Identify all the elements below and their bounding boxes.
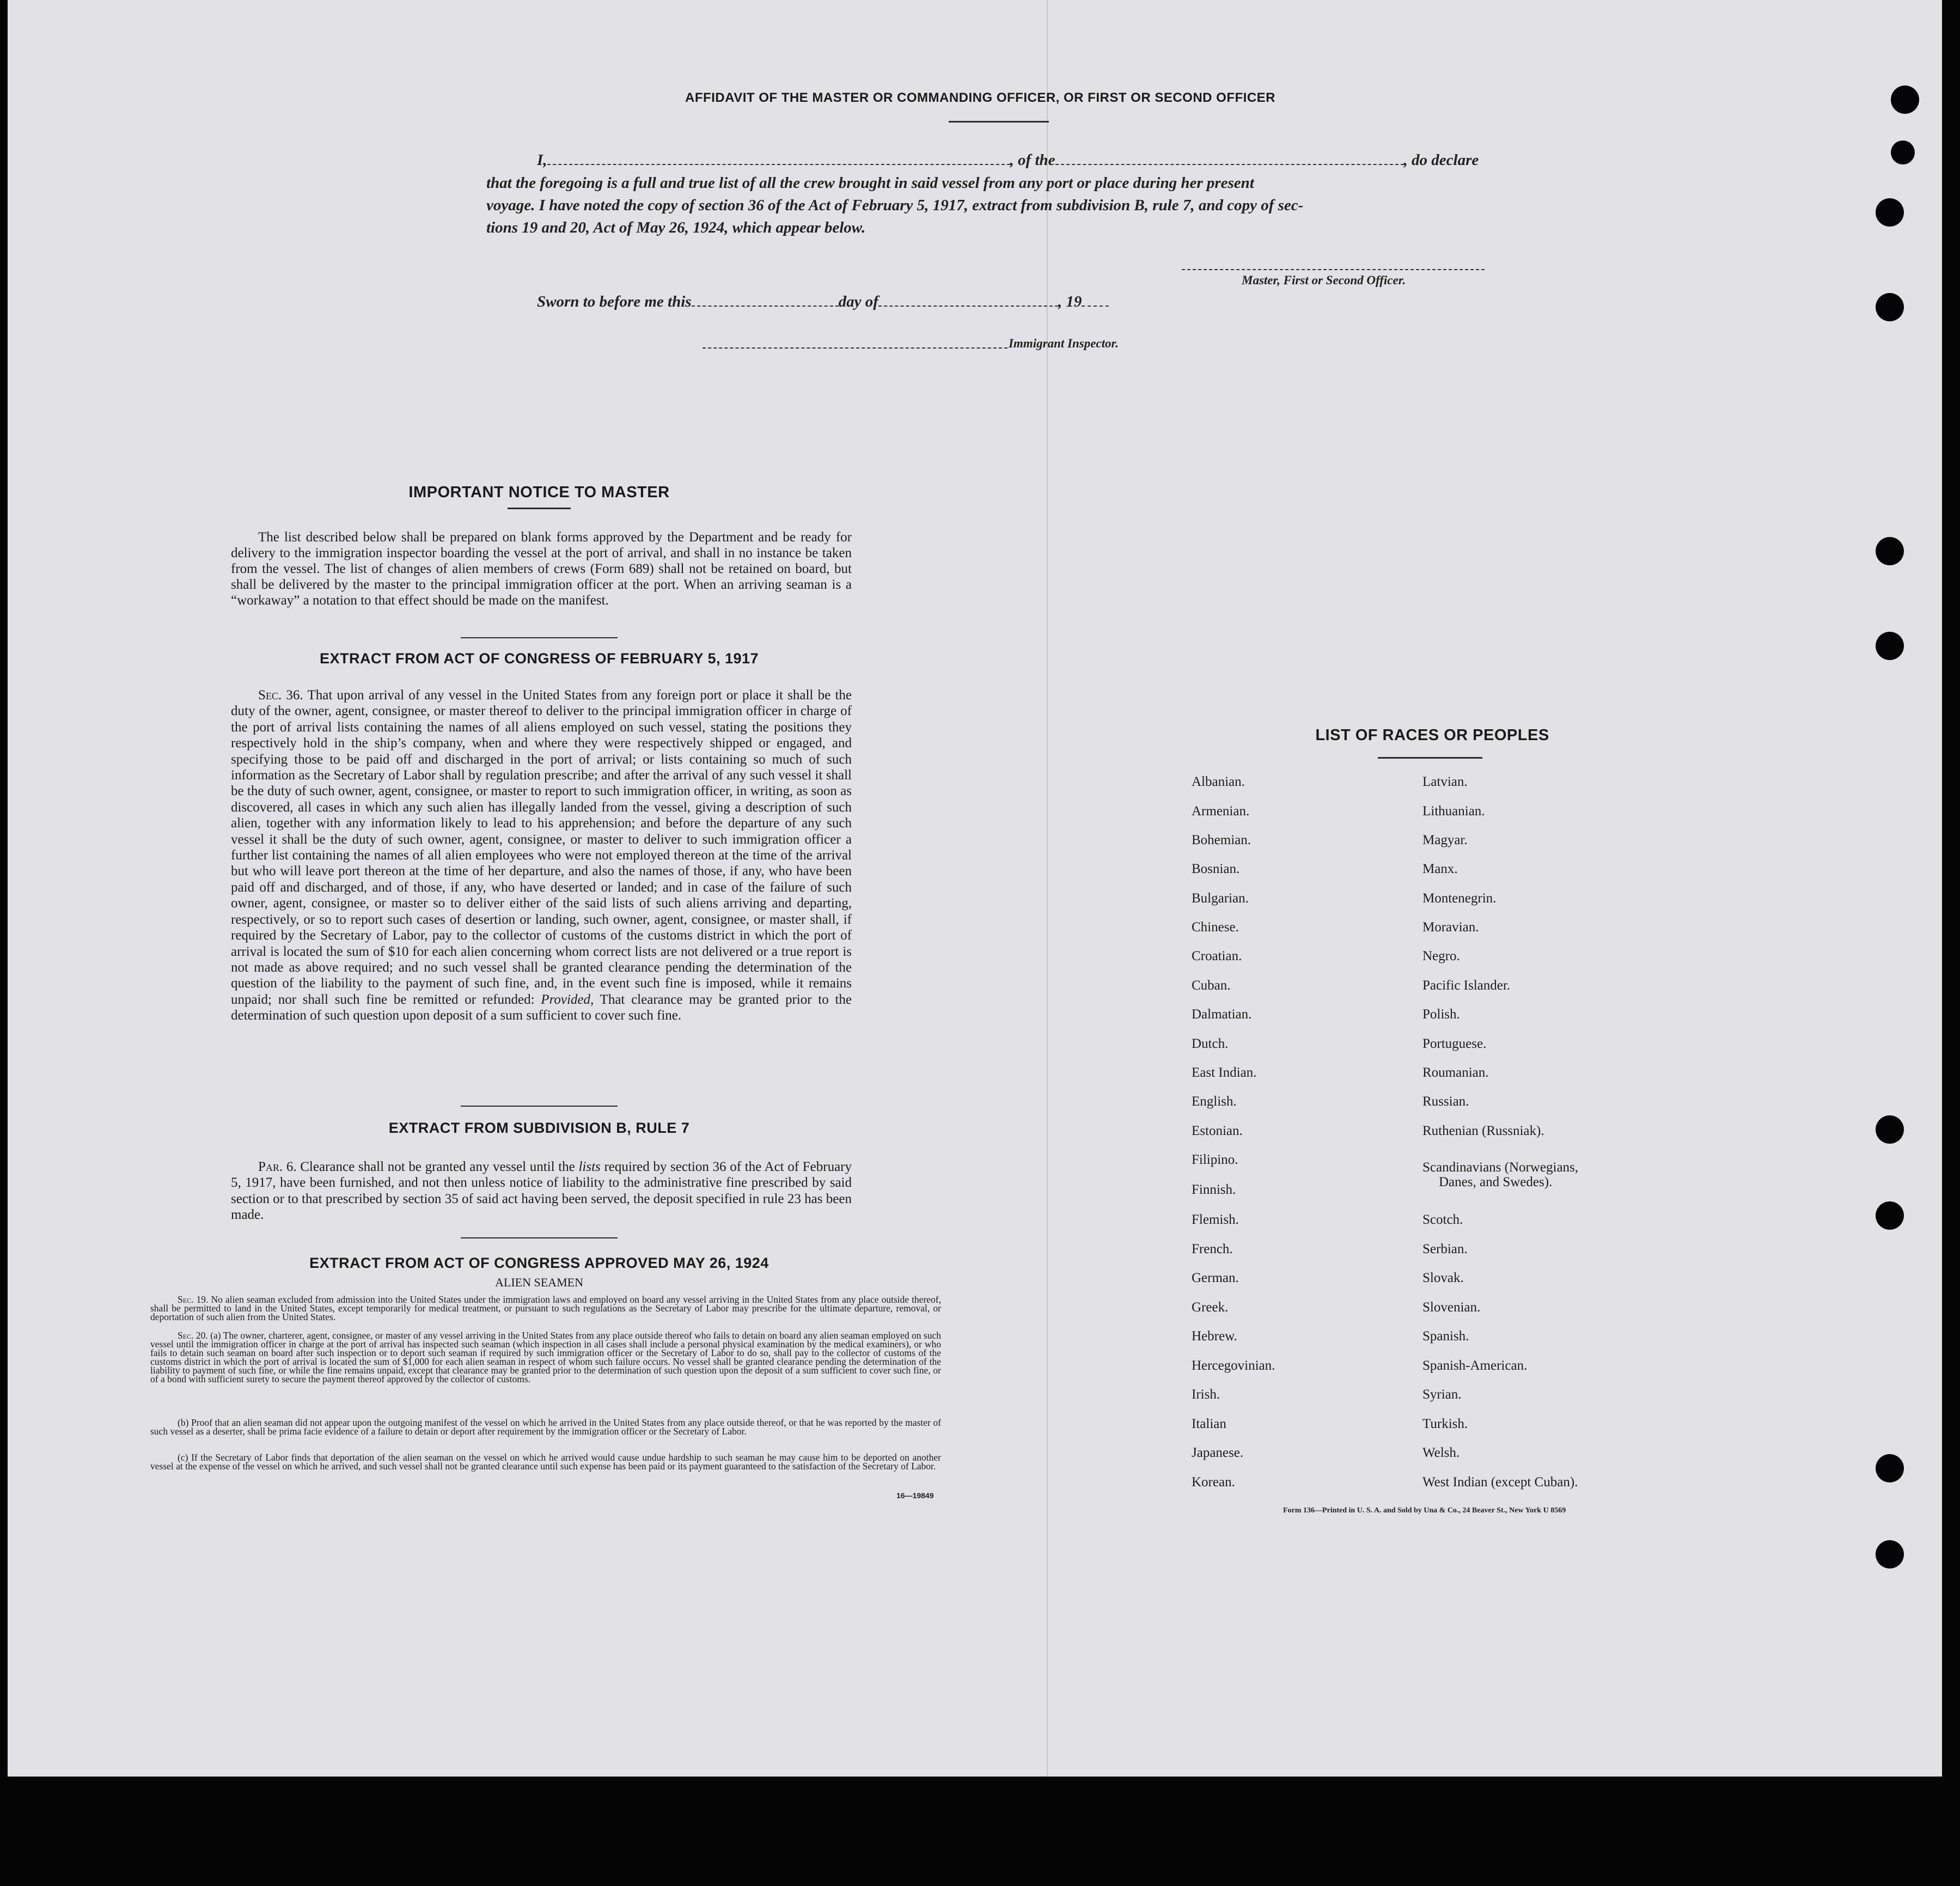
affidavit-title: AFFIDAVIT OF THE MASTER OR COMMANDING OFFICER, OR FIRST OR SECOND OFFICER xyxy=(685,90,1276,105)
notice-title-rule xyxy=(508,508,571,509)
race-item: English. xyxy=(1192,1094,1237,1109)
race-item: Latvian. xyxy=(1422,774,1468,789)
race-item: Pacific Islander. xyxy=(1422,978,1511,993)
affidavit-line1-suffix: , do declare xyxy=(1403,151,1479,169)
sec-20a-text xyxy=(150,1331,941,1383)
race-item: Chinese. xyxy=(1192,920,1239,935)
races-title-rule xyxy=(1378,757,1482,759)
race-item: Bosnian. xyxy=(1192,862,1240,876)
master-signature-field[interactable] xyxy=(1182,269,1485,270)
rule7-text-a: Clearance shall not be granted any vessel until the xyxy=(300,1159,575,1174)
race-item: Magyar. xyxy=(1422,833,1468,847)
sec-20a-body: (a) The owner, charterer, agent, consignee, or master of any vessel arriving in the United States from any place outside thereof who fails to detain on board any alien seaman employed on such vessel until the immigration officer in charge at the port of arrival has inspected such seaman (which inspection in all cases shall include a personal physical examination by the medical examiners), or who fails to detain such seaman on board after such inspection or to deport such seaman if required by such immigration officer or the Secretary of Labor to do so, shall pay to the collector of customs of the customs district in which the port of arrival is located the sum of $1,000 for each alien seaman in respect of whom such failure occurs. No vessel shall be granted clearance pending the determination of the liability to payment of such fine, or while the fine remains unpaid, except that clearance may be granted prior to the determination of such question upon the deposit of a sum sufficient to cover such fine, or of a bond with sufficient surety to secure the payment thereof approved by the collector of customs. xyxy=(150,1330,941,1384)
race-item: Greek. xyxy=(1192,1300,1229,1315)
race-item: Dutch. xyxy=(1192,1036,1229,1051)
affidavit-line-1 xyxy=(537,151,1517,169)
race-item: Hercegovinian. xyxy=(1192,1358,1275,1373)
extract-1917-title: EXTRACT FROM ACT OF CONGRESS OF FEBRUARY 5, 1917 xyxy=(319,650,759,667)
race-item: Negro. xyxy=(1422,949,1460,963)
race-item: German. xyxy=(1192,1271,1239,1285)
affidavit-line1-prefix: I, xyxy=(537,151,547,169)
race-item: Roumanian. xyxy=(1422,1065,1489,1080)
race-item: Moravian. xyxy=(1422,920,1479,935)
par-6-label: Par. 6. xyxy=(258,1159,297,1174)
race-item: Flemish. xyxy=(1192,1212,1239,1227)
race-item: Hebrew. xyxy=(1192,1329,1237,1344)
punch-hole xyxy=(1891,141,1915,164)
punch-hole xyxy=(1876,1454,1904,1482)
race-item: Irish. xyxy=(1192,1387,1220,1402)
punch-hole xyxy=(1876,198,1904,227)
sec-20c-text: (c) If the Secretary of Labor finds that deportation of the alien seaman on the vessel on which he arrived would cause undue hardship to such seaman he may cause him to be deported on another vessel at the expense of the vessel on which he arrived, and such vessel shall not be granted clearance until such expense has been paid or its payment guaranteed to the satisfaction of the Secretary of Labor. xyxy=(150,1452,941,1472)
print-code: 16—19849 xyxy=(896,1491,934,1500)
race-item: Polish. xyxy=(1422,1007,1460,1022)
master-name-field[interactable] xyxy=(547,153,1010,165)
sec-19-label: Sec. 19. xyxy=(178,1294,209,1305)
extract-1917-text xyxy=(231,687,852,1024)
race-item: Slovenian. xyxy=(1422,1300,1481,1315)
race-item: Scotch. xyxy=(1422,1212,1463,1227)
race-item: Manx. xyxy=(1422,862,1458,876)
sworn-mid: day of xyxy=(838,293,878,310)
master-signature-label: Master, First or Second Officer. xyxy=(1242,273,1406,287)
form-imprint: Form 136—Printed in U. S. A. and Sold by Una & Co., 24 Beaver St., New York U 8569 xyxy=(1283,1506,1566,1515)
sec-19-text xyxy=(150,1295,941,1321)
lists-word: lists xyxy=(578,1159,601,1174)
page-fold xyxy=(1047,0,1048,1777)
sworn-day-field[interactable] xyxy=(692,295,839,307)
race-item: Lithuanian. xyxy=(1422,804,1485,819)
rule7-title: EXTRACT FROM SUBDIVISION B, RULE 7 xyxy=(388,1120,690,1136)
race-item: Korean. xyxy=(1192,1475,1235,1490)
race-item: Bohemian. xyxy=(1192,833,1251,847)
punch-hole xyxy=(1876,293,1904,321)
punch-hole xyxy=(1891,86,1919,114)
punch-hole xyxy=(1876,1540,1904,1568)
race-item: Armenian. xyxy=(1192,804,1250,819)
affidavit-body-line-3: tions 19 and 20, Act of May 26, 1924, which appear below. xyxy=(486,219,866,236)
punch-hole xyxy=(1876,632,1904,660)
race-item: Scandinavians (Norwegians, xyxy=(1422,1160,1579,1175)
alien-seamen-subtitle: ALIEN SEAMEN xyxy=(495,1275,583,1289)
race-item: Montenegrin. xyxy=(1422,891,1497,906)
sworn-prefix: Sworn to before me this xyxy=(537,293,692,310)
punch-hole xyxy=(1876,1201,1904,1230)
sec-36-label: Sec. 36. xyxy=(258,688,303,703)
extract-1924-title: EXTRACT FROM ACT OF CONGRESS APPROVED MAY 26, 1924 xyxy=(309,1255,769,1271)
rule7-divider xyxy=(461,1237,618,1238)
race-item: Portuguese. xyxy=(1422,1036,1487,1051)
vessel-name-field[interactable] xyxy=(1055,153,1404,165)
race-item: Ruthenian (Russniak). xyxy=(1422,1124,1544,1138)
notice-text: The list described below shall be prepared on blank forms approved by the Department and be ready for delivery to the immigration inspector boarding the vessel at the port of arrival, and shall in no instance be taken from the vessel. The list of changes of alien members of crews (Form 689) shall not be retained on board, but shall be delivered by the master to the principal immigration officer at the port. When an arriving seaman is a “workaway” a notation to that effect should be made on the manifest. xyxy=(231,530,852,608)
race-item: Spanish. xyxy=(1422,1329,1469,1344)
race-item: West Indian (except Cuban). xyxy=(1422,1475,1578,1490)
race-item: Estonian. xyxy=(1192,1124,1243,1138)
race-item: Bulgarian. xyxy=(1192,891,1249,906)
race-item: Slovak. xyxy=(1422,1271,1464,1285)
race-item: Danes, and Swedes). xyxy=(1439,1175,1553,1189)
inspector-signature-field[interactable] xyxy=(703,347,1008,349)
rule7-text xyxy=(231,1159,852,1223)
race-item: French. xyxy=(1192,1242,1233,1256)
race-item: Finnish. xyxy=(1192,1182,1236,1197)
race-item: Cuban. xyxy=(1192,978,1231,993)
affidavit-body-line-1: that the foregoing is a full and true list of all the crew brought in said vessel from any port or place during her present xyxy=(486,174,1254,192)
race-item: Serbian. xyxy=(1422,1242,1468,1256)
race-item: Japanese. xyxy=(1192,1445,1244,1460)
affidavit-rule xyxy=(949,121,1049,123)
sworn-suffix: , 19 xyxy=(1058,293,1082,310)
sworn-line xyxy=(537,293,1109,311)
race-item: Syrian. xyxy=(1422,1387,1462,1402)
race-item: Filipino. xyxy=(1192,1152,1238,1167)
notice-divider xyxy=(461,637,618,638)
notice-title: IMPORTANT NOTICE TO MASTER xyxy=(408,484,670,501)
affidavit-body-line-2: voyage. I have noted the copy of section 36 of the Act of February 5, 1917, extract from subdivision B, rule 7, and copy of sec- xyxy=(486,197,1304,214)
race-item: Dalmatian. xyxy=(1192,1007,1252,1022)
affidavit-line1-mid: , of the xyxy=(1010,151,1055,169)
sec-19-body: No alien seaman excluded from admission into the United States under the immigration laws and employed on board any vessel arriving in the United States from any place outside thereof, shall be permitted to land in the United States, except temporarily for medical treatment, or pursuant to such regulations as the Secretary of Labor may prescribe for the ultimate departure, removal, or deportation of such alien from the United States. xyxy=(150,1294,941,1322)
sworn-month-field[interactable] xyxy=(878,295,1058,307)
punch-hole xyxy=(1876,537,1904,565)
inspector-label: Immigrant Inspector. xyxy=(1009,337,1119,350)
sec-20-label: Sec. 20. xyxy=(178,1330,208,1341)
extract-1917-divider xyxy=(461,1106,618,1107)
sec-36-body: That upon arrival of any vessel in the United States from any foreign port or place it shall be the duty of the owner, agent, consignee, or master thereof to deliver to the principal immigration officer in charge of the port of arrival lists containing the names of all aliens employed on such vessel, stating the positions they respectively hold in the ship’s company, when and where they were respectively shipped or engaged, and specifying those to be paid off and discharged in the port of arrival; or lists containing so much of such information as the Secretary of Labor shall by regulation prescribe; and after the arrival of any such vessel it shall be the duty of such owner, agent, consignee, or master to report to such immigration officer, in writing, as soon as discovered, all cases in which any such alien has illegally landed from the vessel, giving a description of such alien, together with any information likely to lead to his apprehension; and before the departure of any such vessel it shall be the duty of such owner, agent, consignee, or master to deliver to such immigration officer a further list containing the names of all alien employees who were not employed thereon at the time of the arrival but who will leave port thereon at the time of her departure, and also the names of those, if any, who have been paid off and discharged, and of those, if any, who have deserted or landed; and in case of the failure of such owner, agent, consignee, or master so to deliver either of the said lists of such aliens arriving and departing, respectively, or so to report such cases of desertion or landing, such owner, agent, consignee, or master shall, if required by the Secretary of Labor, pay to the collector of customs of the customs district in which the port of arrival is located the sum of $10 for each alien concerning whom correct lists are not delivered or a true report is not made as above required; and no such vessel shall be granted clearance pending the determination of the question of the liability to the payment of such fine, and, in the event such fine is imposed, while it remains unpaid; nor shall such fine be remitted or refunded: xyxy=(231,688,852,1007)
race-item: Croatian. xyxy=(1192,949,1242,963)
race-item: East Indian. xyxy=(1192,1065,1257,1080)
race-item: Albanian. xyxy=(1192,774,1245,789)
rule7-text-b: required by section 36 of the Act of February 5, 1917, have been furnished, and not then unless notice of liability to the administrative fine prescribed by said section or to that prescribed by section 35 of said act having been served, the deposit specified in rule 23 has been made. xyxy=(231,1159,852,1223)
race-item: Spanish-American. xyxy=(1422,1358,1528,1373)
race-item: Turkish. xyxy=(1422,1417,1468,1431)
punch-hole xyxy=(1876,1115,1904,1144)
sec-36-end: That clearance may be granted prior to the determination of such question upon deposit of a sum sufficient to cover such fine. xyxy=(231,992,852,1023)
race-item: Welsh. xyxy=(1422,1445,1460,1460)
provided-word: Provided, xyxy=(541,992,594,1007)
races-title: LIST OF RACES OR PEOPLES xyxy=(1315,727,1549,744)
race-item: Italian xyxy=(1192,1417,1226,1431)
sworn-year-field[interactable] xyxy=(1082,295,1109,307)
sec-20b-text: (b) Proof that an alien seaman did not appear upon the outgoing manifest of the vessel on which he arrived in the United States from any place outside thereof, or that he was reported by the master of such vessel as a deserter, shall be prima facie evidence of a failure to detain or deport after requirement by the immigration officer or the Secretary of Labor. xyxy=(150,1417,941,1437)
race-item: Russian. xyxy=(1422,1094,1469,1109)
